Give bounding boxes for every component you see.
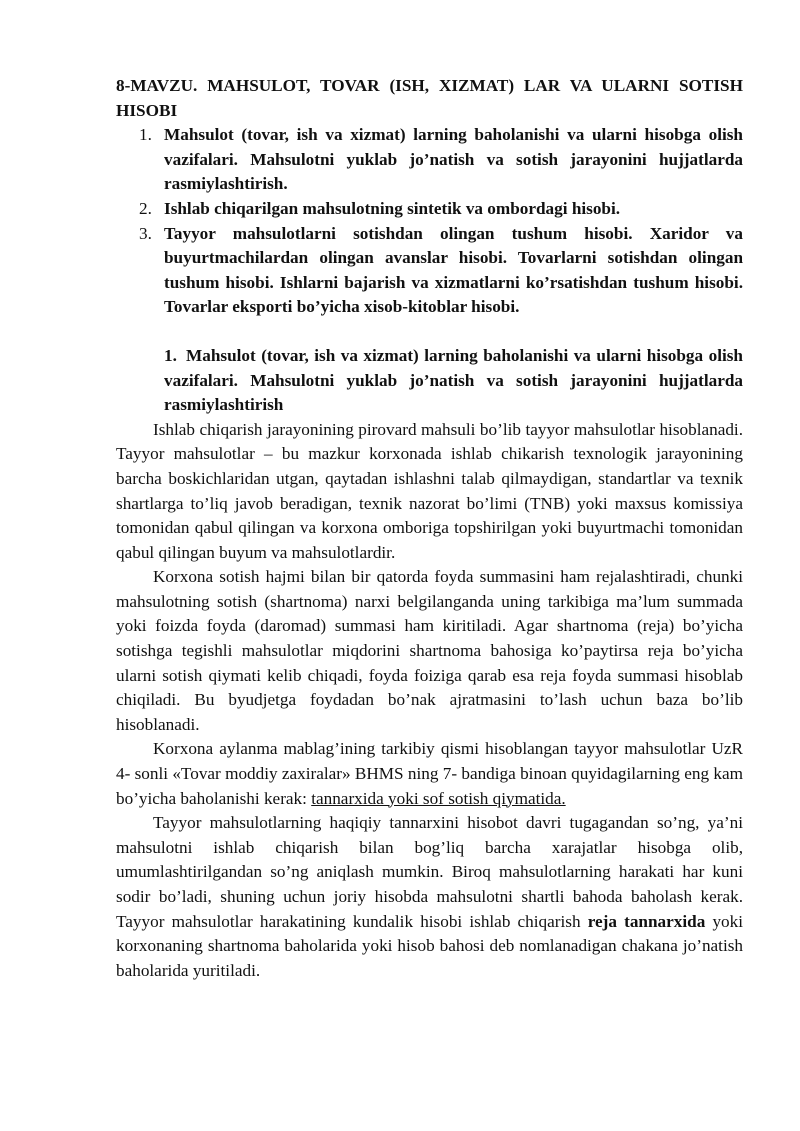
paragraph-profit-planning: Korxona sotish hajmi bilan bir qatorda foyda summasini ham rejalashtiradi, chunki mahsulotning sotish (shartnoma) narxi belgilanganda uning tarkibiga ma’lum summada yoki foizda foyda (daromad) summasi ham kiritiladi. Agar shartnoma (reja) bo’yicha sotishga tegishli mahsulotlar miqdorini shartnoma bahosiga ko’paytirsa reja bo’yicha ularni sotish qiymati kelib chiqadi, foyda foiziga qarab esa reja foyda summasi hisoblab chiqiladi. Bu byudjetga foydadan bo’nak ajratmasini to’lash uchun baza bo’lib hisoblanadi. — [116, 567, 743, 734]
outline-item-number: 3. — [139, 223, 152, 243]
paragraph-finished-products: Ishlab chiqarish jarayonining pirovard mahsuli bo’lib tayyor mahsulotlar hisoblanadi. Tayyor mahsulotlar – bu mazkur korxonada ishlab chikarish texnologik jarayonining barcha boskichlaridan utgan, qaytadan ishlashni talab qilmaydigan, standartlar va texnik shartlarga to’liq javob beradigan, texnik nazorat bo’limi (TNB) yoki maxsus komissiya tomonidan qabul qilingan va korxona omboriga topshirilgan yoki buyurtmachi tomonidan qabul qilingan buyum va mahsulotlardir. — [116, 419, 743, 562]
outline-item-text: Ishlab chiqarilgan mahsulotning sintetik va ombordagi hisobi. — [164, 198, 621, 218]
paragraph-valuation-rule — [116, 737, 743, 811]
outline-item-text: Mahsulot (tovar, ish va xizmat) larning baholanishi va ularni hisobga olish vazifalari. Mahsulotni yuklab jo’natish va sotish jarayonini hujjatlarda rasmiylashtirish. — [164, 125, 743, 194]
outline-item-number: 2. — [139, 198, 152, 218]
section-title-text: Mahsulot (tovar, ish va xizmat) larning baholanishi va ularni hisobga olish vazifalari. Mahsulotni yuklab jo’natish va sotish jarayonini hujjatlarda rasmiylashtirish — [164, 345, 743, 415]
outline-item — [116, 197, 743, 222]
outline-item-text: Tayyor mahsulotlarni sotishdan olingan tushum hisobi. Xaridor va buyurtmachilardan olingan avanslar hisobi. Tovarlarni sotishdan olingan tushum hisobi. Ishlarni bajarish va xizmatlarni ko’rsatishdan tushum hisobi. Tovarlar eksporti bo’yicha xisob-kitoblar hisobi. — [164, 223, 743, 317]
paragraph-text: Tayyor mahsulotlarning haqiqiy tannarxini hisobot davri tugagandan so’ng, ya’ni mahsulotni ishlab chiqarish bilan bog’liq barcha xarajatlar hisobga olib, umumlashtirilgandan so’ng aniqlash mumkin. Biroq mahsulotlarning harakati har kuni sodir bo’ladi, shuning uchun joriy hisobda mahsulotni shartli bahoda baholash kerak. Tayyor mahsulotlar harakatining kundalik hisobi ishlab chiqarish — [116, 813, 743, 931]
outline-item — [116, 222, 743, 320]
topic-outline — [116, 123, 743, 320]
bold-phrase: reja tannarxida — [587, 911, 706, 931]
paragraph-actual-cost — [116, 811, 743, 983]
paragraph-text: Korxona aylanma mablag’ining tarkibiy qismi hisoblangan tayyor mahsulotlar UzR 4- sonli «Tovar moddiy zaxiralar» BHMS ning 7- bandiga binoan quyidagilarning eng kam bo’yicha baholanishi kerak: — [116, 739, 743, 808]
underlined-phrase: tannarxida yoki sof sotish qiymatida. — [311, 788, 566, 808]
section-number: 1. — [164, 345, 177, 365]
outline-item — [116, 123, 743, 197]
document-heading: 8-MAVZU. MAHSULOT, TOVAR (ISH, XIZMAT) LAR VA ULARNI SOTISH HISOBI — [116, 76, 743, 120]
paragraph-text: yoki korxonaning shartnoma baholarida yoki hisob bahosi deb nomlanadigan chakana jo’natish baholarida yuritiladi. — [116, 911, 743, 980]
outline-item-number: 1. — [139, 125, 152, 145]
section-title — [116, 344, 743, 418]
